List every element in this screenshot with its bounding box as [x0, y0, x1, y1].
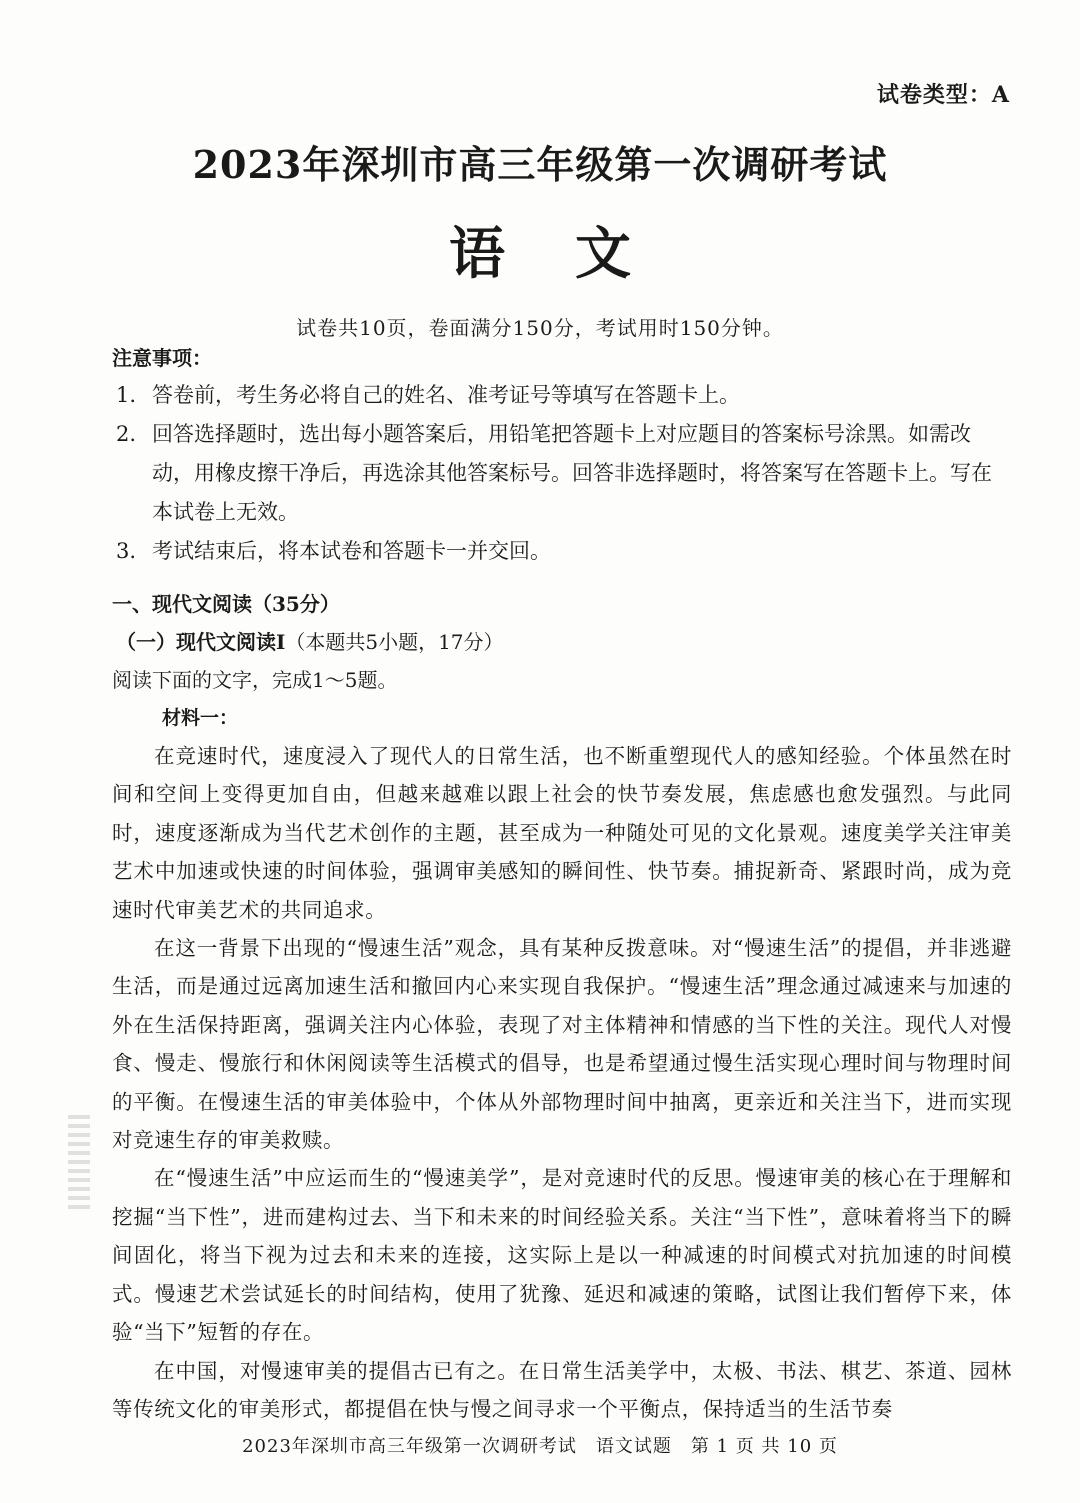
notice-item [112, 532, 1012, 571]
page-footer: 2023年深圳市高三年级第一次调研考试 语文试题 第 1 页 共 10 页 [242, 1436, 838, 1457]
passage-paragraph: 在竞速时代，速度浸入了现代人的日常生活，也不断重塑现代人的感知经验。个体虽然在时间和空间上变得更加自由，但越来越难以跟上社会的快节奏发展，焦虑感也愈发强烈。与此同时，速度逐渐成为当代艺术创作的主题，甚至成为一种随处可见的文化景观。速度美学关注审美艺术中加速或快速的时间体验，强调审美感知的瞬间性、快节奏。捕捉新奇、紧跟时尚，成为竞速时代审美艺术的共同追求。 [112, 744, 1012, 922]
notice-item [112, 376, 1012, 415]
notice-title: 注意事项： [112, 346, 212, 370]
notice-item-text: 回答选择题时，选出每小题答案后，用铅笔把答题卡上对应题目的答案标号涂黑。如需改动，用橡皮擦干净后，再选涂其他答案标号。回答非选择题时，将答案写在答题卡上。写在本试卷上无效。 [152, 422, 992, 524]
subsection-title [112, 623, 1012, 661]
subsection-label: （一）现代文阅读Ⅰ [116, 630, 286, 654]
material-label: 材料一： [162, 707, 239, 729]
subsection-note: （本题共5小题，17分） [285, 630, 504, 654]
exam-content [112, 340, 1012, 1428]
exam-info: 试卷共10页，卷面满分150分，考试用时150分钟。 [296, 316, 784, 340]
section-title: 一、现代文阅读（35分） [112, 592, 340, 616]
passage-paragraph: 在中国，对慢速审美的提倡古已有之。在日常生活美学中，太极、书法、棋艺、茶道、园林等传统文化的审美形式，都提倡在快与慢之间寻求一个平衡点，保持适当的生活节奏 [112, 1358, 1012, 1421]
subject-title: 语文 [449, 221, 701, 287]
scan-artifact [68, 1115, 90, 1210]
notice-item-text: 考试结束后，将本试卷和答题卡一并交回。 [152, 539, 551, 563]
exam-title: 2023年深圳市高三年级第一次调研考试 [192, 142, 888, 187]
paper-type-label: 试卷类型：A [876, 82, 1010, 108]
passage-paragraph: 在这一背景下出现的“慢速生活”观念，具有某种反拨意味。对“慢速生活”的提倡，并非逃避生活，而是通过远离加速生活和撤回内心来实现自我保护。“慢速生活”理念通过减速来与加速的外在生活保持距离，强调关注内心体验，表现了对主体精神和情感的当下性的关注。现代人对慢食、慢走、慢旅行和休闲阅读等生活模式的倡导，也是希望通过慢生活实现心理时间与物理时间的平衡。在慢速生活的审美体验中，个体从外部物理时间中抽离，更亲近和关注当下，进而实现对竞速生存的审美救赎。 [112, 936, 1012, 1153]
passage-paragraph: 在“慢速生活”中应运而生的“慢速美学”，是对竞速时代的反思。慢速审美的核心在于理解和挖掘“当下性”，进而建构过去、当下和未来的时间经验关系。关注“当下性”，意味着将当下的瞬间固化，将当下视为过去和未来的连接，这实际上是以一种减速的时间模式对抗加速的时间模式。慢速艺术尝试延长的时间结构，使用了犹豫、延迟和减速的策略，试图让我们暂停下来，体验“当下”短暂的存在。 [112, 1166, 1012, 1345]
notice-item-text: 答卷前，考生务必将自己的姓名、准考证号等填写在答题卡上。 [152, 383, 740, 407]
notice-item [112, 415, 1012, 532]
notice-item-number: 3. [116, 539, 137, 563]
reading-instruction: 阅读下面的文字，完成1～5题。 [112, 668, 398, 692]
notice-item-number: 1. [116, 383, 137, 407]
notice-item-number: 2. [116, 422, 137, 446]
